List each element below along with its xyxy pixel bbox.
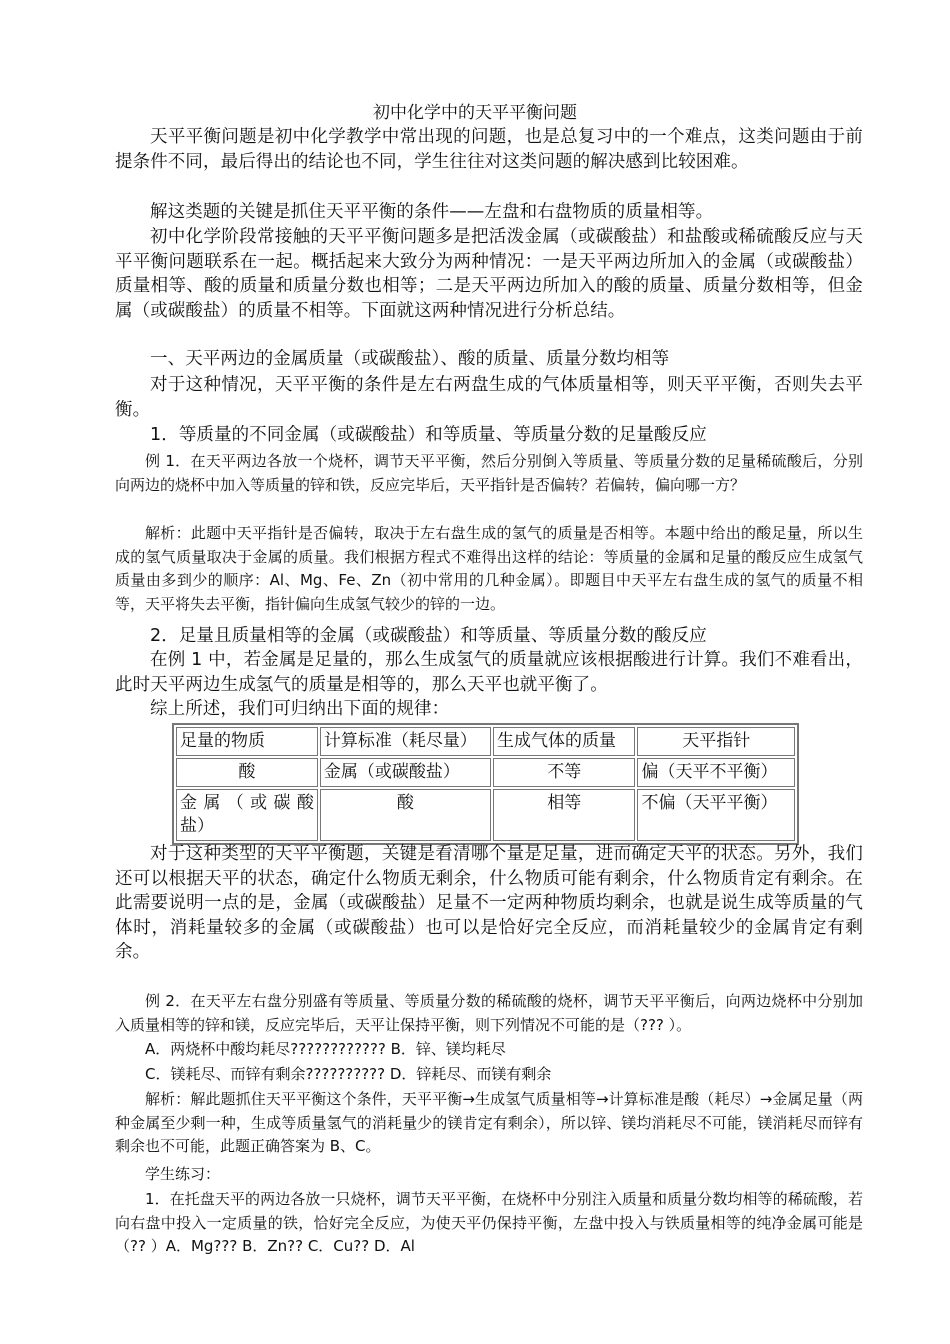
paragraph-summary-lead: 综上所述，我们可归纳出下面的规律： (150, 699, 450, 719)
table-header-row (176, 727, 795, 756)
paragraph-overview: 初中化学阶段常接触的天平平衡问题多是把活泼金属（或碳酸盐）和盐酸或稀硫酸反应与天平平衡问题联系在一起。概括起来大致分为两种情况：一是天平两边所加入的金属（或碳酸盐）质量相等、酸的质量和质量分数也相等；二是天平两边所加入的酸的质量、质量分数相等，但金属（或碳酸盐）的质量不相等。下面就这两种情况进行分析总结。 (115, 227, 863, 321)
paragraph-case2-desc: 在例 1 中，若金属是足量的，那么生成氢气的质量就应该根据酸进行计算。我们不难看出，此时天平两边生成氢气的质量是相等的，那么天平也就平衡了。 (115, 650, 863, 695)
table-cell: 不等 (493, 758, 635, 787)
table-cell: 相等 (493, 789, 635, 841)
table-header-cell: 生成气体的质量 (493, 727, 635, 756)
case-heading-1: 1．等质量的不同金属（或碳酸盐）和等质量、等质量分数的足量酸反应 (150, 425, 707, 445)
example-2: 例 2．在天平左右盘分别盛有等质量、等质量分数的稀硫酸的烧杯，调节天平平衡后，向两边烧杯中分别加入质量相等的锌和镁，反应完毕后，天平让保持平衡，则下列情况不可能的是（??? ）。 (115, 992, 863, 1034)
paragraph-section1-desc: 对于这种情况，天平平衡的条件是左右两盘生成的气体质量相等，则天平平衡，否则失去平衡。 (115, 375, 863, 420)
table-cell: 酸 (320, 789, 491, 841)
paragraph-key: 解这类题的关键是抓住天平平衡的条件——左盘和右盘物质的质量相等。 (150, 202, 714, 222)
table-cell-line: 盐） (180, 816, 214, 836)
table-cell: 金属（或碳酸盐） (320, 758, 491, 787)
table-cell: 酸 (176, 758, 318, 787)
table-row (176, 789, 795, 841)
table-header-cell: 计算标准（耗尽量） (320, 727, 491, 756)
practice-1: 1．在托盘天平的两边各放一只烧杯，调节天平平衡，在烧杯中分别注入质量和质量分数均相等的稀硫酸，若向右盘中投入一定质量的铁，恰好完全反应，为使天平仍保持平衡，左盘中投入与铁质量相等的纯净金属可能是（?? ）A．Mg??? B．Zn?? C．Cu?? D．Al (115, 1190, 863, 1256)
table-cell: 不偏（天平平衡） (637, 789, 795, 841)
table-cell (176, 789, 318, 841)
table-cell: 偏（天平不平衡） (637, 758, 795, 787)
document-title: 初中化学中的天平平衡问题 (373, 103, 577, 123)
example-1: 例 1．在天平两边各放一个烧杯，调节天平平衡，然后分别倒入等质量、等质量分数的足量稀硫酸后，分别向两边的烧杯中加入等质量的锌和铁，反应完毕后，天平指针是否偏转？若偏转，偏向哪一方？ (115, 452, 863, 494)
paragraph-after-table: 对于这种类型的天平平衡题，关键是看清哪个量是足量，进而确定天平的状态。另外，我们还可以根据天平的状态，确定什么物质无剩余，什么物质可能有剩余，什么物质肯定有剩余。在此需要说明一点的是，金属（或碳酸盐）足量不一定两种物质均剩余，也就是说生成等质量的气体时，消耗量较多的金属（或碳酸盐）也可以是恰好完全反应，而消耗量较少的金属肯定有剩余。 (115, 844, 863, 962)
practice-label: 学生练习： (145, 1165, 221, 1183)
analysis-1: 解析：此题中天平指针是否偏转，取决于左右盘生成的氢气的质量是否相等。本题中给出的酸足量，所以生成的氢气质量取决于金属的质量。我们根据方程式不难得出这样的结论：等质量的金属和足量的酸反应生成氢气质量由多到少的顺序：Al、Mg、Fe、Zn（初中常用的几种金属）。即题目中天平左右盘生成的氢气的质量不相等，天平将失去平衡，指针偏向生成氢气较少的锌的一边。 (115, 524, 863, 614)
table-cell-line: 金属（或碳酸 (180, 793, 314, 813)
section-heading-1: 一、天平两边的金属质量（或碳酸盐）、酸的质量、质量分数均相等 (150, 349, 670, 369)
table-header-cell: 足量的物质 (176, 727, 318, 756)
paragraph-intro: 天平平衡问题是初中化学教学中常出现的问题，也是总复习中的一个难点，这类问题由于前提条件不同，最后得出的结论也不同，学生往往对这类问题的解决感到比较困难。 (115, 127, 863, 172)
rules-table (172, 723, 799, 845)
case-heading-2: 2．足量且质量相等的金属（或碳酸盐）和等质量、等质量分数的酸反应 (150, 626, 707, 646)
options-ab: A．两烧杯中酸均耗尽???????????? B．锌、镁均耗尽 (145, 1040, 506, 1058)
options-cd: C．镁耗尽、而锌有剩余?????????? D．锌耗尽、而镁有剩余 (145, 1065, 552, 1083)
analysis-2: 解析：解此题抓住天平平衡这个条件，天平平衡→生成氢气质量相等→计算标准是酸（耗尽）→金属足量（两种金属至少剩一种，生成等质量氢气的消耗量少的镁肯定有剩余），所以锌、镁均消耗尽不可能，镁消耗尽而锌有剩余也不可能，此题正确答案为 B、C。 (115, 1090, 863, 1156)
table-row (176, 758, 795, 787)
table-header-cell: 天平指针 (637, 727, 795, 756)
